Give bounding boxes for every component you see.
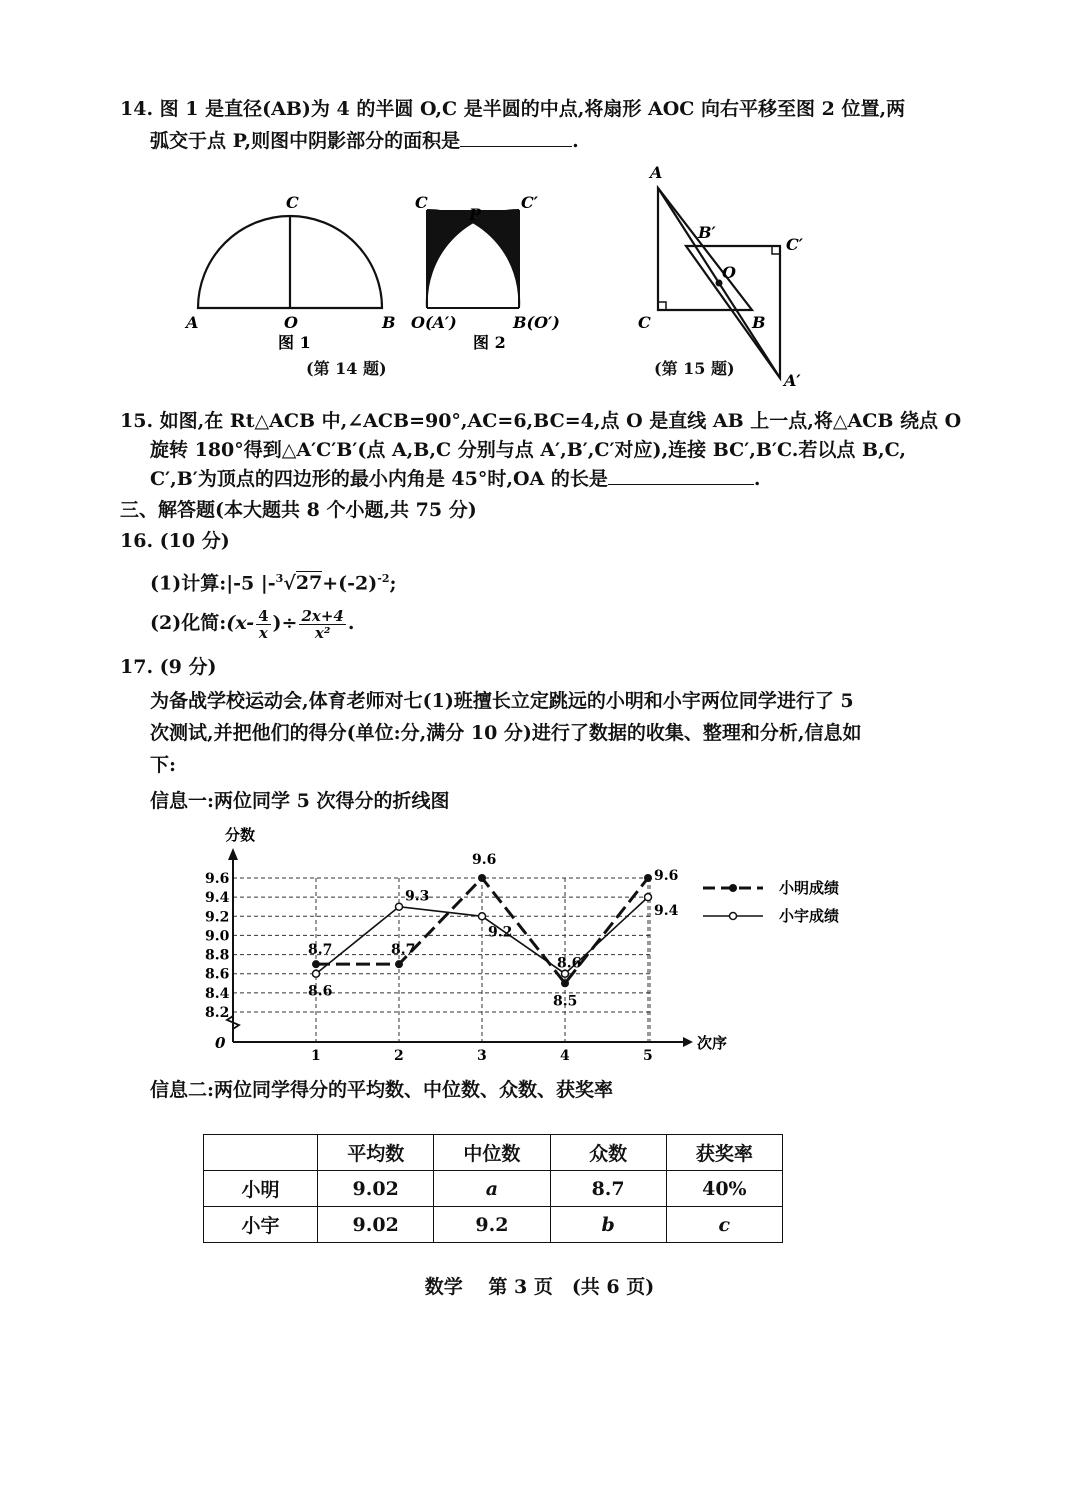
right-angle-c-prime <box>772 246 780 254</box>
table-cell: c <box>666 1207 782 1243</box>
fraction-4-over-x <box>256 608 270 641</box>
page-footer: 数学 第 3 页 (共 6 页) <box>424 1276 655 1298</box>
q15-answer-blank <box>608 466 754 485</box>
q16-part2-end: . <box>347 612 355 634</box>
q17-line3: 下: <box>150 754 177 776</box>
fig2-label-p: P <box>469 205 482 224</box>
section-3-heading: 三、解答题(本大题共 8 个小题,共 75 分) <box>120 499 477 521</box>
q14-line2-text: 弧交于点 P,则图中阴影部分的面积是 <box>150 130 461 152</box>
y-axis-arrow-icon <box>228 848 238 860</box>
table-header-cell: 获奖率 <box>666 1135 782 1171</box>
fig15-label-b-prime: B′ <box>698 223 716 242</box>
fig15-label-c: C <box>638 313 651 332</box>
fig2-caption: 图 2 <box>473 333 506 352</box>
q16-part2-label: (2)化简: <box>150 612 227 634</box>
table-cell: 小宇 <box>204 1207 318 1243</box>
y-tick-label: 8.8 <box>205 947 230 964</box>
data-point-xiaoyu <box>479 913 486 920</box>
table-cell: 9.02 <box>318 1171 434 1207</box>
data-label: 8.6 <box>308 983 333 1000</box>
fig15-label-o: O <box>722 263 736 282</box>
q16-part1-power: +(-2) <box>322 572 378 595</box>
fig1-caption: 图 1 <box>278 333 311 352</box>
y-tick-label: 8.4 <box>205 985 230 1002</box>
frac1-numerator: 4 <box>258 606 269 625</box>
x-axis-arrow-icon <box>683 1037 693 1047</box>
data-label: 9.6 <box>472 852 497 868</box>
data-point-xiaoming <box>312 960 320 968</box>
q15-line3 <box>150 466 761 492</box>
fig15-caption: (第 15 题) <box>654 359 735 378</box>
q16-part1-end: ; <box>389 572 397 595</box>
table-cell: 9.02 <box>318 1207 434 1243</box>
y-tick-label: 9.4 <box>205 890 230 907</box>
data-label: 9.3 <box>405 888 430 905</box>
q14-answer-blank <box>460 128 572 147</box>
legend-label: 小明成绩 <box>779 879 840 897</box>
q17-heading: 17. (9 分) <box>120 656 217 678</box>
q16-part2 <box>150 606 354 641</box>
table-row <box>204 1207 783 1243</box>
data-point-xiaoyu <box>396 903 403 910</box>
q16-exponent: -2 <box>377 572 390 585</box>
table-header-cell: 平均数 <box>318 1135 434 1171</box>
y-tick-label: 8.6 <box>205 966 230 983</box>
chart-legend <box>703 879 839 925</box>
q16-root-index: 3 <box>275 572 284 585</box>
fig1-label-b: B <box>382 313 396 332</box>
chart-grid <box>233 878 650 1042</box>
x-tick-label: 4 <box>560 1048 570 1060</box>
statistics-table <box>203 1134 783 1243</box>
legend-marker-filled-icon <box>729 884 737 892</box>
data-point-xiaoming <box>644 874 652 882</box>
fraction-2x4-over-x2 <box>299 608 345 641</box>
table-header-cell: 众数 <box>550 1135 666 1171</box>
table-cell: a <box>434 1171 550 1207</box>
right-angle-c <box>658 302 666 310</box>
y-tick-label: 8.2 <box>205 1005 230 1021</box>
table-cell: 小明 <box>204 1171 318 1207</box>
y-tick-label: 9.6 <box>205 871 230 887</box>
q17-line2: 次测试,并把他们的得分(单位:分,满分 10 分)进行了数据的收集、整理和分析,信息如 <box>150 722 862 744</box>
data-label: 8.7 <box>308 942 333 959</box>
table-cell: 9.2 <box>434 1207 550 1243</box>
q17-info1: 信息一:两位同学 5 次得分的折线图 <box>150 790 450 812</box>
data-label: 9.2 <box>488 924 513 941</box>
q15-end: . <box>753 468 761 490</box>
data-point-xiaoming <box>478 874 486 882</box>
fig2-label-bo: B(O′) <box>513 313 560 332</box>
legend-label: 小宇成绩 <box>779 907 840 925</box>
q17-line1: 为备战学校运动会,体育老师对七(1)班擅长立定跳远的小明和小宇两位同学进行了 5 <box>150 690 854 712</box>
fig15-label-c-prime: C′ <box>786 235 803 254</box>
q16-heading: 16. (10 分) <box>120 530 230 552</box>
fig1-label-c: C <box>286 193 299 212</box>
y-axis-label: 分数 <box>225 826 256 844</box>
table-header-cell <box>204 1135 318 1171</box>
data-label: 9.6 <box>654 868 679 884</box>
q14-end: . <box>572 130 579 152</box>
fig2-label-c-prime: C′ <box>521 193 538 212</box>
legend-marker-hollow-icon <box>730 913 737 920</box>
table-header-row <box>204 1135 783 1171</box>
figure-1 <box>180 188 400 378</box>
data-label: 8.5 <box>553 993 578 1010</box>
table-row <box>204 1171 783 1207</box>
data-label: 8.7 <box>391 942 416 959</box>
table-cell: 8.7 <box>550 1171 666 1207</box>
y-tick-label: 9.2 <box>205 909 230 926</box>
fig15-label-b: B <box>752 313 766 332</box>
data-label: 9.4 <box>654 903 679 920</box>
fig15-label-a-prime: A′ <box>784 371 801 390</box>
fig14-caption: (第 14 题) <box>306 359 387 378</box>
data-point-xiaoming <box>561 979 569 987</box>
frac1-denominator: x <box>258 623 268 642</box>
frac2-denominator: x² <box>314 623 331 642</box>
frac2-numerator: 2x+4 <box>301 606 344 625</box>
chart-series <box>308 852 679 1009</box>
q17-info2: 信息二:两位同学得分的平均数、中位数、众数、获奖率 <box>150 1079 614 1101</box>
q16-part1-label: (1)计算: <box>150 572 227 595</box>
fig15-label-a: A <box>650 163 663 182</box>
q16-part2-open: (x- <box>226 612 255 634</box>
table-cell: b <box>550 1207 666 1243</box>
y-tick-label: 9.0 <box>205 928 230 945</box>
data-point-xiaoyu <box>645 894 652 901</box>
q14-line1: 14. 图 1 是直径(AB)为 4 的半圆 O,C 是半圆的中点,将扇形 AOC 向右平移至图 2 位置,两 <box>120 98 906 120</box>
q15-line1: 15. 如图,在 Rt△ACB 中,∠ACB=90°,AC=6,BC=4,点 O 是直线 AB 上一点,将△ACB 绕点 O <box>120 410 962 432</box>
q16-part2-div: )÷ <box>272 612 298 634</box>
origin-label: 0 <box>215 1034 226 1052</box>
x-axis-label: 次序 <box>697 1034 728 1052</box>
data-point-xiaoyu <box>313 970 320 977</box>
score-line-chart <box>195 820 885 1060</box>
q16-part1 <box>150 566 397 596</box>
data-label: 8.6 <box>557 955 582 972</box>
figure-2 <box>405 188 565 378</box>
fig2-label-oa: O(A′) <box>411 313 457 332</box>
fig1-label-a: A <box>186 313 199 332</box>
x-tick-label: 1 <box>311 1048 321 1060</box>
q15-line2: 旋转 180°得到△A′C′B′(点 A,B,C 分别与点 A′,B′,C′对应),连接 BC′,B′C.若以点 B,C, <box>150 439 907 461</box>
table-header-cell: 中位数 <box>434 1135 550 1171</box>
data-point-xiaoming <box>395 960 403 968</box>
fig2-label-c: C <box>415 193 428 212</box>
q16-radicand: 27 <box>295 572 323 595</box>
fig1-label-o: O <box>284 313 298 332</box>
q15-line3-text: C′,B′为顶点的四边形的最小内角是 45°时,OA 的长是 <box>150 468 608 490</box>
q16-part1-abs: |-5 |- <box>226 572 276 595</box>
sqrt-icon: √ <box>283 572 296 595</box>
q14-line2 <box>150 128 579 154</box>
triangle-acb <box>658 188 752 310</box>
x-tick-label: 2 <box>394 1048 404 1060</box>
table-cell: 40% <box>666 1171 782 1207</box>
x-tick-label: 5 <box>643 1048 653 1060</box>
x-tick-label: 3 <box>477 1048 487 1060</box>
